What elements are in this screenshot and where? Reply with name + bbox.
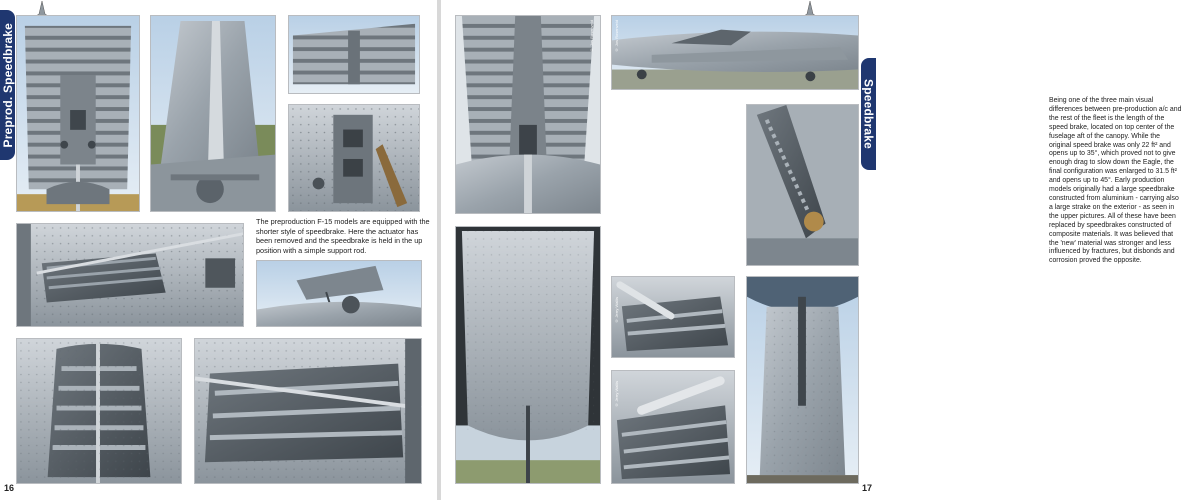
page-number-left: 16 bbox=[4, 483, 15, 493]
photo-bay-front bbox=[16, 338, 182, 484]
photo-bay-top bbox=[194, 338, 422, 484]
photo-hinge-detail bbox=[288, 104, 420, 212]
caption-left: The preproduction F-15 models are equipped with the shorter style of speedbrake. Here the actuator has been removed and the speedbrake is held in the up position with a simple support rod. bbox=[256, 217, 430, 255]
caption-right: Being one of the three main visual differences between pre-production a/c and the rest of the fleet is the length of the speed brake, located on top center of the fuselage aft of the canopy. While the original speed brake was only 22 ft² and opens up to 35°, which proved not to give enough drag to slow down the Eagle, the final configuration was enlarged to 31.5 ft² and opens up to 45°. Early production models originally had a large speedbrake constructed from aluminium - carrying also a large strake on the exterior - as seen in the upper pictures. All of these have been replaced by speedbrakes constructed of composite materials. It was believed that the 'new' material was stronger and less influenced by fractures, but disbonds and corrosion proved the opposite. bbox=[1049, 97, 1182, 265]
photo-bay-interior bbox=[611, 276, 735, 358]
photo-speedbrake-ribs bbox=[288, 15, 420, 94]
photo-raised-brake-profile bbox=[256, 260, 422, 327]
right-page bbox=[441, 0, 1182, 500]
photo-speedbrake-panel-full bbox=[455, 226, 601, 484]
photo-actuator-closeup bbox=[746, 104, 859, 266]
photo-speedbrake-underside bbox=[16, 15, 140, 212]
section-tab-right bbox=[861, 58, 876, 170]
page-number-right: 17 bbox=[861, 483, 872, 493]
section-tab-left bbox=[0, 10, 15, 160]
photo-credit: © Jerry Wallis bbox=[614, 381, 619, 408]
photo-bay-support-rod bbox=[16, 223, 244, 327]
photo-raised-speedbrake-rear bbox=[746, 276, 859, 484]
photo-aircraft-top bbox=[611, 15, 859, 90]
section-tab-right-label: Speedbrake bbox=[861, 78, 876, 150]
section-tab-left-label: Preprod. Speedbrake bbox=[0, 22, 15, 148]
photo-actuator-in-bay bbox=[611, 370, 735, 484]
photo-speedbrake-underside-production bbox=[455, 15, 601, 214]
left-page bbox=[0, 0, 437, 500]
photo-speedbrake-raised-side bbox=[150, 15, 276, 212]
photo-credit: © Jos Rosenveld bbox=[614, 20, 619, 53]
photo-credit: © Jos Rosenveld bbox=[589, 20, 594, 53]
photo-credit: © Jerry Wallis bbox=[614, 297, 619, 324]
